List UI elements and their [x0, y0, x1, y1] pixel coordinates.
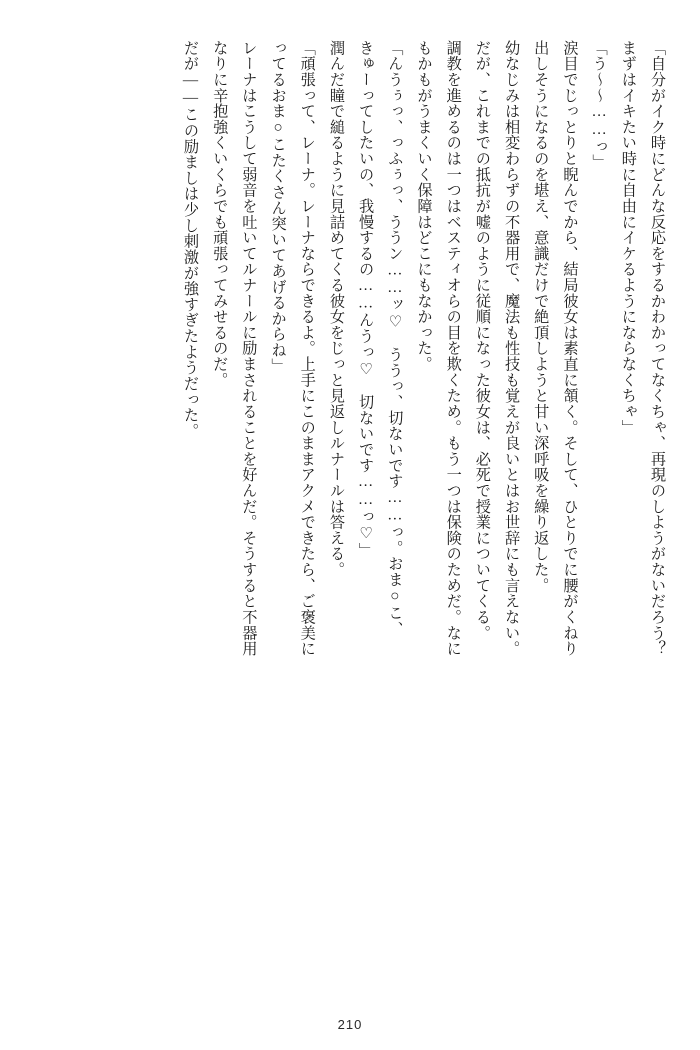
paragraph: だが――この励ましは少し刺激が強すぎたようだった。 — [182, 40, 199, 439]
paragraph: もかもがうまくいく保障はどこにもなかった。 — [415, 40, 433, 372]
paragraph: 涙目でじっとりと睨んでから、結局彼女は素直に頷く。そして、ひとりでに腰がくねり — [561, 40, 579, 657]
paragraph: 潤んだ瞳で縋るように見詰めてくる彼女をじっと見返しルナールは答える。 — [327, 40, 345, 578]
paragraph: 「う～～……っ」 — [590, 40, 608, 171]
paragraph: まずはイキたい時に自由にイケるようにならなくちゃ」 — [619, 40, 637, 436]
novel-body-text — [40, 40, 672, 990]
paragraph: 「頑張って、レーナ。レーナならできるよ。上手にこのままアクメできたら、ご褒美に — [298, 40, 316, 657]
paragraph: だが、これまでの抵抗が嘘のように従順になった彼女は、必死で授業についてくる。 — [473, 40, 491, 641]
paragraph: なりに辛抱強くいくらでも頑張ってみせるのだ。 — [211, 40, 229, 388]
paragraph: 出しそうになるのを堪え、意識だけで絶頂しようと甘い深呼吸を繰り返した。 — [532, 40, 550, 594]
paragraph: ってるおま○こたくさん突いてあげるからね」 — [269, 40, 287, 374]
paragraph: きゅーってしたいの、我慢するの……んうっ♡ 切ないです……っ♡」 — [357, 40, 375, 559]
paragraph: 調教を進めるのは一つはベスティオらの目を欺くため。もう一つは保険のためだ。なに — [444, 40, 462, 657]
page-number: 210 — [337, 1017, 363, 1032]
paragraph: 「んうぅっ、っふぅっ、ううン……ッ♡ ううっ、切ないです……っ。おま○こ、 — [386, 40, 404, 637]
paragraph: 「自分がイク時にどんな反応をするかわかってなくちゃ、再現のしようがないだろう？ — [649, 40, 666, 657]
paragraph: 幼なじみは相変わらずの不器用で、魔法も性技も覚えが良いとはお世辞にも言えない。 — [503, 40, 521, 657]
paragraph: レーナはこうして弱音を吐いてルナールに励まされることを好んだ。そうすると不器用 — [240, 40, 258, 657]
